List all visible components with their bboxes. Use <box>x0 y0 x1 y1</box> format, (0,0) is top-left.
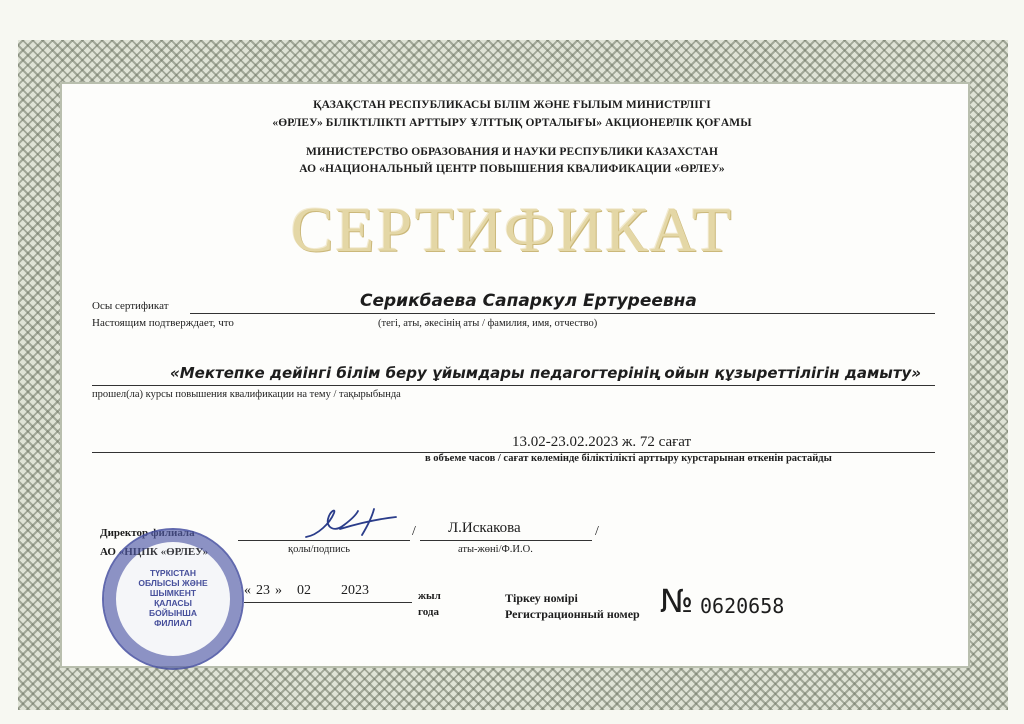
director-name-line <box>420 540 592 541</box>
issue-year: 2023 <box>341 583 369 598</box>
director-signature <box>300 505 410 545</box>
separator-slash-1: / <box>412 524 416 539</box>
director-name: Л.Искакова <box>448 520 521 536</box>
date-close-quote: » <box>275 583 282 598</box>
signature-caption: қолы/подпись <box>288 544 351 555</box>
registration-labels <box>505 590 640 622</box>
recipient-name-hint: (тегі, аты, әкесінің аты / фамилия, имя, отчество) <box>378 318 598 329</box>
issue-month: 02 <box>297 583 311 598</box>
course-dates-hours: 13.02-23.02.2023 ж. 72 сағат <box>512 434 692 450</box>
header-kz-line2: «ӨРЛЕУ» БІЛІКТІЛІКТІ АРТТЫРУ ҰЛТТЫҚ ОРТАЛЫҒЫ» АКЦИОНЕРЛІК ҚОҒАМЫ <box>272 117 752 129</box>
registration-number: 0620658 <box>700 594 785 618</box>
director-title-line2: АО «НЦПК «ӨРЛЕУ» <box>100 546 209 558</box>
official-stamp <box>102 528 244 670</box>
name-line <box>190 313 935 314</box>
header-kz-line1: ҚАЗАҚСТАН РЕСПУБЛИКАСЫ БІЛІМ ЖӘНЕ ҒЫЛЫМ МИНИСТРЛІГІ <box>313 99 711 111</box>
issue-day: 23 <box>256 583 270 598</box>
course-line <box>92 385 935 386</box>
recipient-name: Серикбаева Сапаркул Ертуреевна <box>360 291 697 311</box>
certificate-title: СЕРТИФИКАТ <box>290 194 734 265</box>
course-title: «Мектепке дейінгі білім беру ұйымдары педагогтерінің ойын құзыреттілігін дамыту» <box>170 364 922 382</box>
header-ru-line2: АО «НАЦИОНАЛЬНЫЙ ЦЕНТР ПОВЫШЕНИЯ КВАЛИФИКАЦИИ «ӨРЛЕУ» <box>299 163 725 175</box>
registration-label-kz: Тіркеу номірі <box>505 591 578 605</box>
date-suffix-kz: жыл <box>418 590 441 602</box>
duration-caption: в объеме часов / сағат көлемінде біліктілікті арттыру курстарынан өткенін растайды <box>425 453 832 464</box>
director-title-line1: Директор филиала <box>100 527 195 539</box>
header-ru-line1: МИНИСТЕРСТВО ОБРАЗОВАНИЯ И НАУКИ РЕСПУБЛИКИ КАЗАХСТАН <box>305 146 718 158</box>
date-suffix-ru: года <box>418 606 439 618</box>
registration-label-ru: Регистрационный номер <box>505 607 640 621</box>
date-open-quote: « <box>244 583 251 598</box>
recipient-label-ru: Настоящим подтверждает, что <box>92 317 234 329</box>
recipient-label-kz: Осы сертификат <box>92 300 169 312</box>
course-caption: прошел(ла) курсы повышения квалификации на тему / тақырыбында <box>92 389 401 400</box>
separator-slash-2: / <box>595 524 599 539</box>
stamp-text: ТҮРКІСТАН ОБЛЫСЫ ЖӘНЕ ШЫМКЕНТ ҚАЛАСЫ БОЙЫНША ФИЛИАЛ <box>138 568 208 628</box>
director-name-caption: аты-жөні/Ф.И.О. <box>458 544 533 555</box>
number-sign: № <box>660 582 694 620</box>
date-line <box>244 602 412 603</box>
